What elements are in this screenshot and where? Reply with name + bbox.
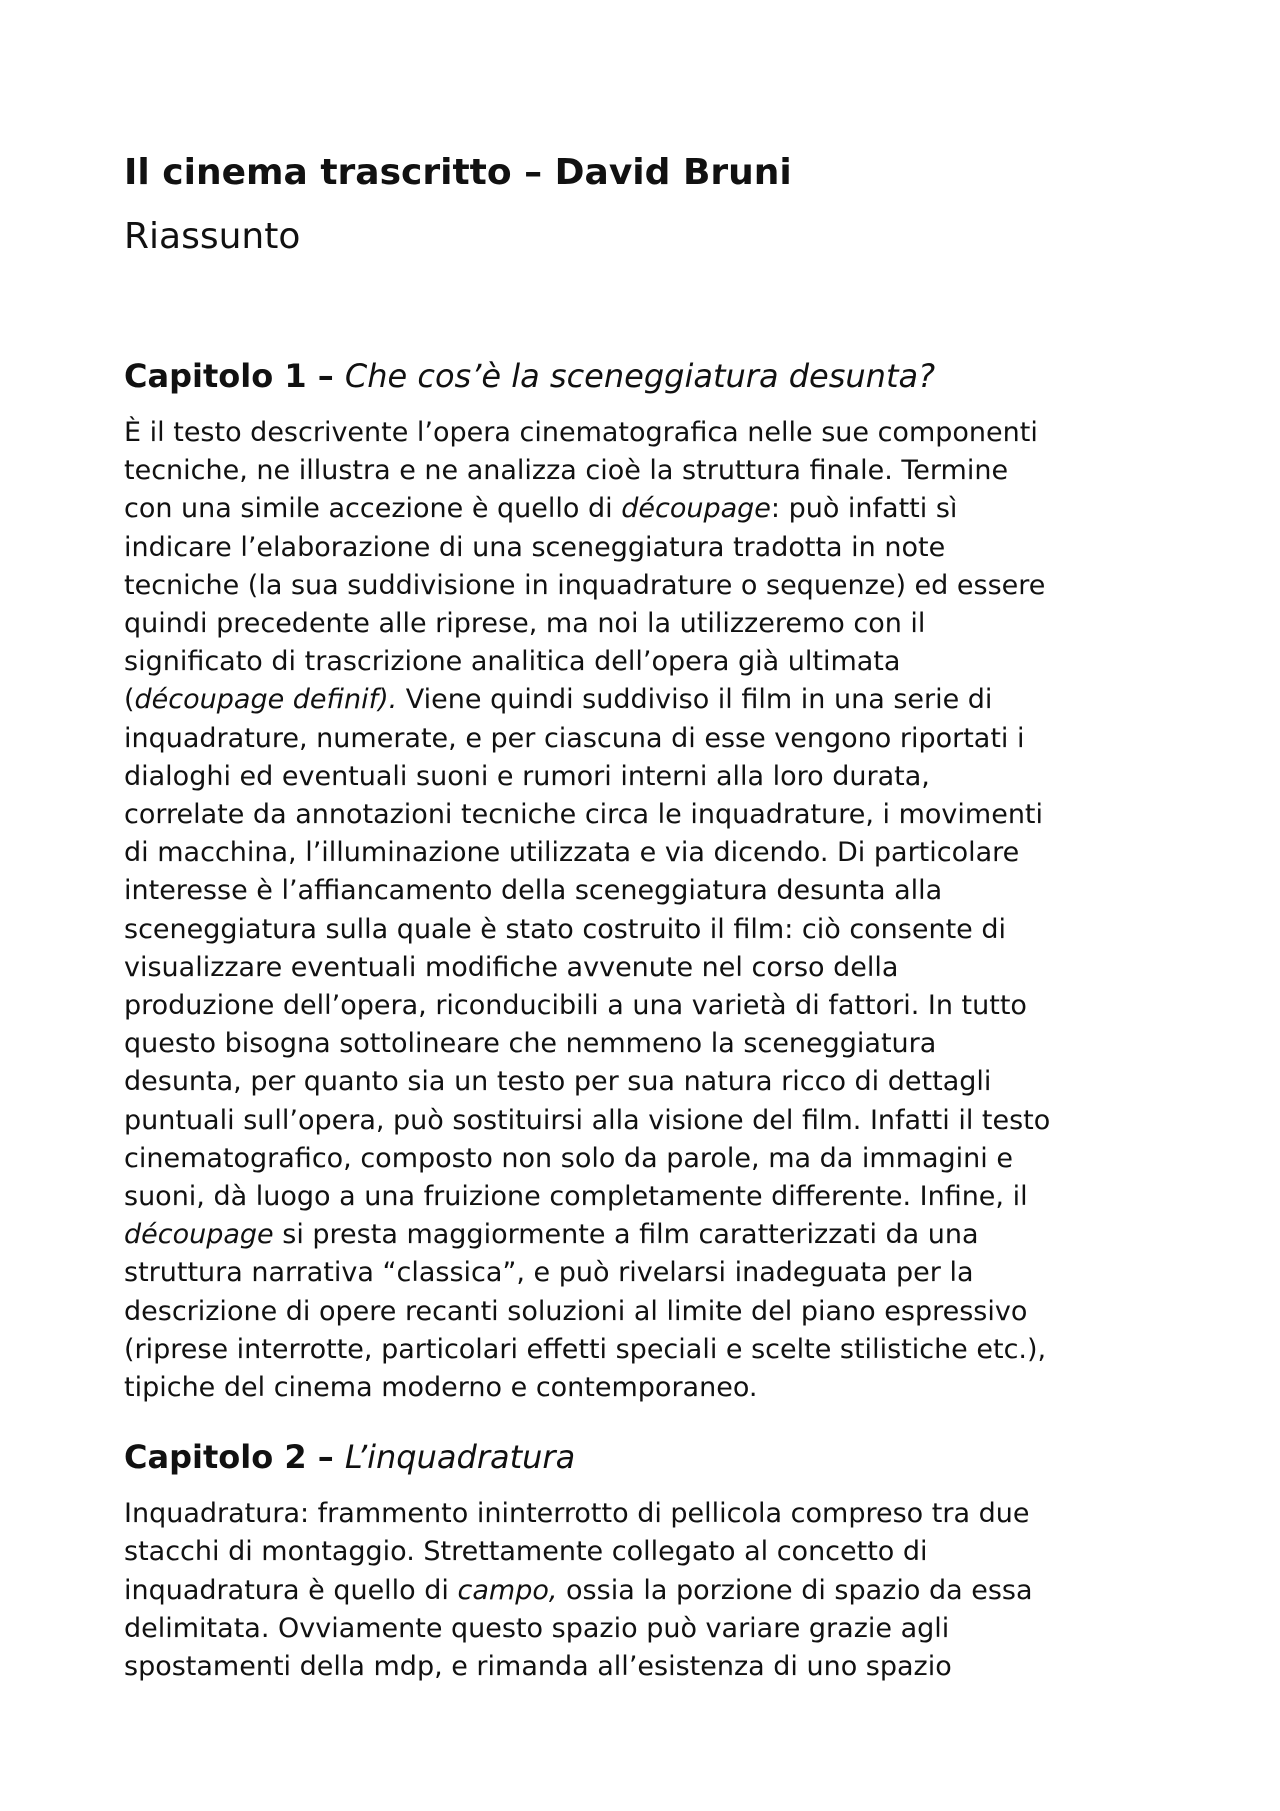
- text-run: interesse è l’affiancamento della sceneggiatura desunta alla: [124, 875, 943, 907]
- document-subtitle: Riassunto: [124, 216, 301, 257]
- italic-text-run: campo,: [457, 1574, 558, 1606]
- text-run: puntuali sull’opera, può sostituirsi alla visione del film. Infatti il testo: [124, 1104, 1051, 1136]
- text-line: [124, 1572, 1174, 1610]
- text-run: È il testo descrivente l’opera cinematografica nelle sue componenti: [124, 417, 1038, 448]
- text-line: [124, 605, 1174, 643]
- chapter-2-subject: L’inquadratura: [344, 1438, 576, 1477]
- text-run: delimitata. Ovviamente questo spazio può variare grazie agli: [124, 1612, 950, 1644]
- document-title: Il cinema trascritto – David Bruni: [124, 152, 792, 193]
- text-line: [124, 911, 1174, 949]
- text-run: sceneggiatura sulla quale è stato costruito il film: ciò consente di: [124, 913, 1007, 945]
- text-line: [124, 1369, 1174, 1407]
- text-line: [124, 796, 1174, 834]
- text-run: struttura narrativa “classica”, e può rivelarsi inadeguata per la: [124, 1257, 974, 1289]
- text-line: [124, 1648, 1174, 1686]
- italic-text-run: découpage definif).: [134, 684, 398, 716]
- text-line: [124, 758, 1174, 796]
- text-run: correlate da annotazioni tecniche circa le inquadrature, i movimenti: [124, 799, 1044, 831]
- chapter-2-heading: [124, 1437, 1174, 1477]
- text-line: [124, 1063, 1174, 1101]
- chapter-2-section: [124, 1437, 1174, 1686]
- text-line: [124, 872, 1174, 910]
- text-run: descrizione di opere recanti soluzioni al limite del piano espressivo: [124, 1295, 1028, 1327]
- text-line: [124, 1025, 1174, 1063]
- text-line: [124, 490, 1174, 528]
- chapter-1-heading: [124, 356, 1174, 396]
- text-run: indicare l’elaborazione di una sceneggiatura tradotta in note: [124, 531, 946, 563]
- italic-text-run: découpage: [124, 1219, 274, 1251]
- text-run: stacchi di montaggio. Strettamente collegato al concetto di: [124, 1536, 928, 1568]
- text-line: [124, 452, 1174, 490]
- text-line: [124, 1610, 1174, 1648]
- text-line: [124, 1140, 1174, 1178]
- text-line: [124, 643, 1174, 681]
- chapter-1-label: Capitolo 1 –: [124, 357, 334, 395]
- text-run: tecniche (la sua suddivisione in inquadrature o sequenze) ed essere: [124, 569, 1046, 601]
- text-run: tipiche del cinema moderno e contemporaneo.: [124, 1372, 758, 1404]
- text-line: [124, 1533, 1174, 1571]
- chapter-1-section: [124, 356, 1174, 1407]
- text-line: [124, 834, 1174, 872]
- chapter-1-paragraph: [124, 414, 1174, 1407]
- text-line: [124, 1102, 1174, 1140]
- text-run: dialoghi ed eventuali suoni e rumori interni alla loro durata,: [124, 760, 930, 792]
- text-line: [124, 987, 1174, 1025]
- text-run: : può infatti sì: [770, 493, 958, 525]
- text-run: significato di trascrizione analitica dell’opera già ultimata: [124, 646, 901, 678]
- text-run: (: [124, 684, 135, 716]
- text-run: inquadrature, numerate, e per ciascuna di esse vengono riportati i: [124, 722, 1025, 754]
- text-line: [124, 529, 1174, 567]
- document-content: [124, 150, 1174, 1686]
- text-run: con una simile accezione è quello di: [124, 493, 622, 525]
- chapter-2-label: Capitolo 2 –: [124, 1438, 334, 1477]
- text-run: (riprese interrotte, particolari effetti speciali e scelte stilistiche etc.),: [124, 1333, 1047, 1365]
- text-line: [124, 949, 1174, 987]
- text-run: desunta, per quanto sia un testo per sua natura ricco di dettagli: [124, 1066, 992, 1098]
- text-run: si presta maggiormente a film caratterizzati da una: [273, 1219, 979, 1251]
- italic-text-run: découpage: [621, 493, 771, 525]
- text-line: [124, 1331, 1174, 1369]
- chapter-2-paragraph: [124, 1495, 1174, 1686]
- text-run: inquadratura è quello di: [124, 1574, 458, 1606]
- text-run: di macchina, l’illuminazione utilizzata e via dicendo. Di particolare: [124, 837, 1020, 869]
- text-run: quindi precedente alle riprese, ma noi la utilizzeremo con il: [124, 608, 926, 640]
- chapter-1-subject: Che cos’è la sceneggiatura desunta?: [344, 357, 936, 395]
- text-line: [124, 720, 1174, 758]
- text-line: [124, 681, 1174, 719]
- text-line: [124, 1254, 1174, 1292]
- text-line: [124, 1495, 1174, 1533]
- text-run: produzione dell’opera, riconducibili a una varietà di fattori. In tutto: [124, 990, 1027, 1022]
- text-line: [124, 567, 1174, 605]
- text-run: suoni, dà luogo a una fruizione completamente differente. Infine, il: [124, 1181, 1028, 1213]
- text-run: visualizzare eventuali modifiche avvenute nel corso della: [124, 951, 899, 983]
- text-run: tecniche, ne illustra e ne analizza cioè la struttura finale. Termine: [124, 455, 1009, 487]
- text-run: cinematografico, composto non solo da parole, ma da immagini e: [124, 1142, 1013, 1174]
- text-line: [124, 1178, 1174, 1216]
- text-run: questo bisogna sottolineare che nemmeno la sceneggiatura: [124, 1028, 937, 1060]
- text-line: [124, 1216, 1174, 1254]
- text-line: [124, 414, 1174, 452]
- text-run: Inquadratura: frammento ininterrotto di pellicola compreso tra due: [124, 1498, 1030, 1530]
- text-run: ossia la porzione di spazio da essa: [557, 1574, 1033, 1606]
- text-run: spostamenti della mdp, e rimanda all’esistenza di uno spazio: [124, 1651, 952, 1683]
- text-line: [124, 1293, 1174, 1331]
- text-run: Viene quindi suddiviso il film in una serie di: [397, 684, 993, 716]
